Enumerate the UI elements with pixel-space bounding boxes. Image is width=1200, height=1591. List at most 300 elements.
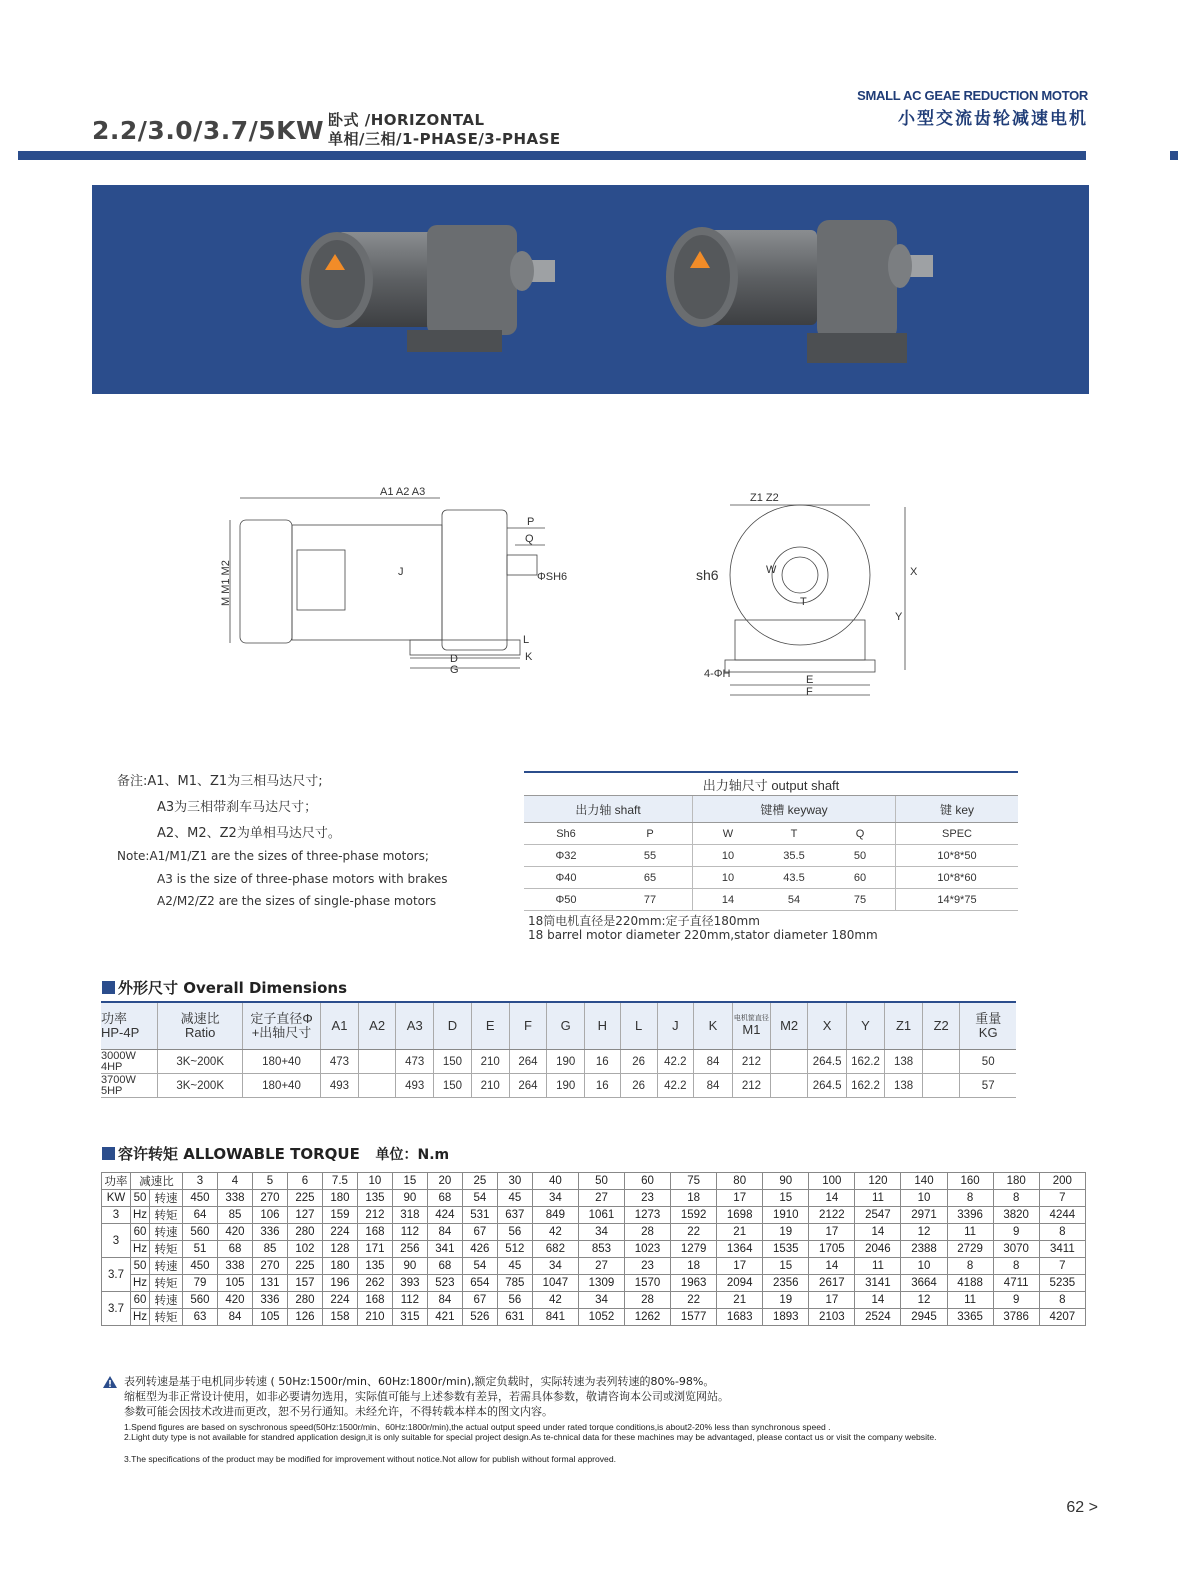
torque-value: 3365 bbox=[947, 1309, 993, 1326]
dimensions-cell-text: 26 bbox=[632, 1055, 646, 1068]
shaft-col: W bbox=[693, 823, 764, 845]
dimensions-header-text: D bbox=[447, 1018, 458, 1033]
torque-value: 14 bbox=[855, 1224, 901, 1241]
torque-value: 1364 bbox=[717, 1241, 763, 1258]
torque-ratio: 5 bbox=[252, 1173, 287, 1190]
section-square-icon bbox=[102, 1147, 115, 1160]
torque-value: 424 bbox=[427, 1207, 462, 1224]
torque-ratio: 75 bbox=[671, 1173, 717, 1190]
dimensions-cell bbox=[585, 1074, 620, 1098]
torque-value: 560 bbox=[183, 1292, 218, 1309]
torque-value: 51 bbox=[183, 1241, 218, 1258]
label-sh6: sh6 bbox=[696, 567, 719, 583]
shaft-cell: 14*9*75 bbox=[896, 889, 1019, 911]
torque-value: 68 bbox=[427, 1190, 462, 1207]
shaft-cell: 77 bbox=[608, 889, 693, 911]
dimensions-cell bbox=[547, 1074, 585, 1098]
torque-value: 4188 bbox=[947, 1275, 993, 1292]
torque-value: 512 bbox=[497, 1241, 532, 1258]
dimensions-cell bbox=[547, 1050, 585, 1074]
dimensions-header-text: A1 bbox=[331, 1018, 348, 1033]
torque-value: 27 bbox=[578, 1190, 624, 1207]
torque-value: 8 bbox=[1039, 1224, 1085, 1241]
dimensions-cell bbox=[509, 1074, 547, 1098]
dimensions-header-cell bbox=[509, 1002, 547, 1050]
torque-value: 105 bbox=[252, 1309, 287, 1326]
footer-cn-3: 参数可能会因技术改进而更改，恕不另行通知。未经允许，不得转载本样本的图文内容。 bbox=[124, 1405, 553, 1418]
torque-value: 15 bbox=[763, 1258, 809, 1275]
dimensions-cell bbox=[585, 1050, 620, 1074]
torque-value: 280 bbox=[287, 1224, 322, 1241]
torque-value: 112 bbox=[392, 1224, 427, 1241]
torque-ratio-header: 减速比 bbox=[131, 1173, 183, 1190]
dimensions-cell-text: 138 bbox=[893, 1079, 914, 1092]
torque-value: 280 bbox=[287, 1292, 322, 1309]
torque-value: 180 bbox=[322, 1190, 357, 1207]
dimensions-cell bbox=[693, 1074, 732, 1098]
torque-value: 450 bbox=[183, 1190, 218, 1207]
torque-value: 21 bbox=[717, 1292, 763, 1309]
torque-value: 1309 bbox=[578, 1275, 624, 1292]
torque-value: 3141 bbox=[855, 1275, 901, 1292]
label-a: A1 A2 A3 bbox=[380, 486, 426, 498]
dimensions-header-text: J bbox=[672, 1018, 679, 1033]
torque-value: 338 bbox=[217, 1190, 252, 1207]
dimensions-cell bbox=[770, 1074, 808, 1098]
torque-value: 85 bbox=[252, 1241, 287, 1258]
dimensions-cell-text: 138 bbox=[893, 1055, 914, 1068]
torque-value: 8 bbox=[993, 1190, 1039, 1207]
dimensions-header-cell bbox=[358, 1002, 396, 1050]
torque-value: 19 bbox=[763, 1292, 809, 1309]
torque-unit: 单位：N.m bbox=[375, 1147, 450, 1163]
torque-value: 28 bbox=[625, 1292, 671, 1309]
label-m: M M1 M2 bbox=[220, 560, 232, 606]
torque-value: 4244 bbox=[1039, 1207, 1085, 1224]
torque-value: 3664 bbox=[901, 1275, 947, 1292]
dimensions-cell-text: 150 bbox=[442, 1079, 463, 1092]
torque-value: 3411 bbox=[1039, 1241, 1085, 1258]
brand-english: SMALL AC GEAE REDUCTION MOTOR bbox=[857, 88, 1088, 103]
section-square-icon bbox=[102, 981, 115, 994]
dimensions-header-text: H bbox=[597, 1018, 607, 1033]
torque-value: 841 bbox=[532, 1309, 578, 1326]
torque-ratio: 6 bbox=[287, 1173, 322, 1190]
footer-en-3: 3.The specifications of the product may be modified for improvement without notice.Not allow for publish without formal approved. bbox=[124, 1454, 617, 1464]
shaft-group-key: 键 key bbox=[896, 796, 1019, 823]
motor-photo-1 bbox=[301, 225, 555, 352]
dimensions-cell-text: 16 bbox=[595, 1055, 609, 1068]
shaft-cell: 14 bbox=[693, 889, 764, 911]
torque-value: 1893 bbox=[763, 1309, 809, 1326]
torque-value: 212 bbox=[357, 1207, 392, 1224]
dimensions-header-cell bbox=[585, 1002, 620, 1050]
torque-header-row bbox=[102, 1173, 1086, 1190]
dimensions-cell-text: 212 bbox=[741, 1079, 762, 1092]
torque-value: 1910 bbox=[763, 1207, 809, 1224]
torque-value: 785 bbox=[497, 1275, 532, 1292]
torque-value: 105 bbox=[217, 1275, 252, 1292]
torque-value: 17 bbox=[717, 1258, 763, 1275]
dimensions-cell bbox=[158, 1074, 242, 1098]
torque-ratio: 7.5 bbox=[322, 1173, 357, 1190]
dimensions-cell-text: 264 bbox=[518, 1079, 538, 1092]
torque-value: 421 bbox=[427, 1309, 462, 1326]
torque-value: 8 bbox=[993, 1258, 1039, 1275]
torque-value: 2945 bbox=[901, 1309, 947, 1326]
torque-value: 523 bbox=[427, 1275, 462, 1292]
dimensions-header-cell bbox=[960, 1002, 1016, 1050]
dimensions-cell bbox=[733, 1050, 771, 1074]
shaft-cell: 10*8*50 bbox=[896, 845, 1019, 867]
dimensions-cell-text: 26 bbox=[632, 1079, 646, 1092]
torque-value: 2971 bbox=[901, 1207, 947, 1224]
dimensions-header-cell bbox=[471, 1002, 509, 1050]
torque-value: 9 bbox=[993, 1292, 1039, 1309]
dimensions-cell-text: 50 bbox=[981, 1055, 995, 1068]
dimensions-cell bbox=[960, 1050, 1016, 1074]
torque-value: 2388 bbox=[901, 1241, 947, 1258]
shaft-caption: 出力轴尺寸 output shaft bbox=[524, 772, 1018, 796]
torque-ratio: 160 bbox=[947, 1173, 993, 1190]
torque-value: 171 bbox=[357, 1241, 392, 1258]
torque-value: 19 bbox=[763, 1224, 809, 1241]
torque-value: 393 bbox=[392, 1275, 427, 1292]
torque-value: 853 bbox=[578, 1241, 624, 1258]
shaft-row bbox=[524, 889, 1018, 911]
torque-value: 12 bbox=[901, 1224, 947, 1241]
torque-ratio: 25 bbox=[462, 1173, 497, 1190]
torque-value: 426 bbox=[462, 1241, 497, 1258]
torque-value: 64 bbox=[183, 1207, 218, 1224]
shaft-cell: Φ40 bbox=[524, 867, 608, 889]
footer-en-1: 1.Spend figures are based on syschronous speed(50Hz:1500r/min、60Hz:1800r/min),the actual output speed under rated torque conditions,is about2-20% less than synchronous speed . bbox=[124, 1422, 831, 1432]
torque-hz-label: Hz bbox=[131, 1309, 150, 1326]
torque-hz: 50 bbox=[131, 1190, 150, 1207]
torque-value: 12 bbox=[901, 1292, 947, 1309]
note-en-2: A3 is the size of three-phase motors with brakes bbox=[157, 872, 448, 886]
torque-row bbox=[102, 1258, 1086, 1275]
shaft-cell: 55 bbox=[608, 845, 693, 867]
torque-value: 270 bbox=[252, 1258, 287, 1275]
dimensions-header-text: E bbox=[485, 1018, 495, 1033]
shaft-cell: 75 bbox=[825, 889, 896, 911]
torque-value: 90 bbox=[392, 1258, 427, 1275]
torque-value: 131 bbox=[252, 1275, 287, 1292]
torque-value: 1273 bbox=[625, 1207, 671, 1224]
dimensions-cell bbox=[808, 1074, 846, 1098]
dimensions-header-text: A2 bbox=[369, 1018, 386, 1033]
torque-value: 68 bbox=[217, 1241, 252, 1258]
dimensions-cell bbox=[885, 1074, 923, 1098]
torque-row bbox=[102, 1241, 1086, 1258]
torque-hz: 50 bbox=[131, 1258, 150, 1275]
dimensions-cell-text: 3K~200K bbox=[176, 1079, 224, 1092]
dimensions-cell-text: 84 bbox=[706, 1055, 720, 1068]
dimensions-header-cell bbox=[242, 1002, 320, 1050]
torque-value: 28 bbox=[625, 1224, 671, 1241]
torque-value: 128 bbox=[322, 1241, 357, 1258]
note-cn-2: A3为三相带刹车马达尺寸； bbox=[157, 800, 318, 815]
torque-value: 654 bbox=[462, 1275, 497, 1292]
dimensions-header-cell bbox=[101, 1002, 158, 1050]
torque-value: 224 bbox=[322, 1224, 357, 1241]
motor-photo-2 bbox=[666, 220, 933, 363]
dimensions-cell bbox=[509, 1050, 547, 1074]
torque-value: 196 bbox=[322, 1275, 357, 1292]
warning-icon bbox=[102, 1375, 118, 1389]
dimensions-header-cell bbox=[808, 1002, 846, 1050]
torque-value: 1023 bbox=[625, 1241, 671, 1258]
torque-value: 2046 bbox=[855, 1241, 901, 1258]
torque-row bbox=[102, 1224, 1086, 1241]
dimensions-header-text: +出轴尺寸 bbox=[251, 1025, 312, 1040]
torque-value: 84 bbox=[427, 1224, 462, 1241]
dimensions-cell bbox=[434, 1050, 472, 1074]
dimensions-cell-text: 4HP bbox=[101, 1060, 123, 1073]
torque-value: 637 bbox=[497, 1207, 532, 1224]
torque-value: 11 bbox=[855, 1258, 901, 1275]
dimensions-cell-text: 473 bbox=[329, 1055, 350, 1068]
dimensions-cell bbox=[808, 1050, 846, 1074]
dimensions-cell-text: 264 bbox=[518, 1055, 538, 1068]
label-j: J bbox=[398, 566, 404, 578]
dimensions-header-text: X bbox=[822, 1018, 832, 1033]
shaft-group-keyway: 键槽 keyway bbox=[693, 796, 896, 823]
torque-value: 1698 bbox=[717, 1207, 763, 1224]
torque-value: 336 bbox=[252, 1292, 287, 1309]
torque-value: 54 bbox=[462, 1258, 497, 1275]
torque-value: 23 bbox=[625, 1258, 671, 1275]
dimensions-header-cell bbox=[620, 1002, 657, 1050]
dimensions-header-text: Z1 bbox=[895, 1018, 912, 1033]
torque-value: 3820 bbox=[993, 1207, 1039, 1224]
dimensions-cell-text: 16 bbox=[595, 1079, 609, 1092]
torque-row bbox=[102, 1292, 1086, 1309]
torque-value: 106 bbox=[252, 1207, 287, 1224]
torque-value: 560 bbox=[183, 1224, 218, 1241]
footer-cn-2: 缩框型为非正常设计使用，如非必要请勿选用，实际值可能与上述参数有差异，若需具体参数，敬请咨询本公司或浏览网站。 bbox=[124, 1390, 729, 1403]
dimensions-cell-text: 42.2 bbox=[664, 1079, 687, 1092]
torque-value: 3786 bbox=[993, 1309, 1039, 1326]
dimensions-cell-text: 190 bbox=[556, 1079, 576, 1092]
torque-ratio: 15 bbox=[392, 1173, 427, 1190]
torque-value: 4207 bbox=[1039, 1309, 1085, 1326]
torque-value: 1535 bbox=[763, 1241, 809, 1258]
torque-value: 270 bbox=[252, 1190, 287, 1207]
torque-value: 180 bbox=[322, 1258, 357, 1275]
dimensions-table bbox=[101, 1001, 1016, 1098]
shaft-cell: 10 bbox=[693, 867, 764, 889]
dimensions-header-text: Z2 bbox=[933, 1018, 949, 1033]
dimensions-header-text: G bbox=[560, 1018, 571, 1033]
dimensions-cell-text: 162.2 bbox=[851, 1079, 880, 1092]
dimensions-header-text: K bbox=[708, 1018, 718, 1033]
label-g: G bbox=[450, 664, 459, 676]
torque-kw: 3.7 bbox=[102, 1292, 131, 1326]
torque-value: 45 bbox=[497, 1190, 532, 1207]
torque-value: 450 bbox=[183, 1258, 218, 1275]
torque-value: 90 bbox=[392, 1190, 427, 1207]
torque-kw-cell bbox=[102, 1190, 131, 1207]
dimensions-header-cell bbox=[846, 1002, 884, 1050]
torque-value: 1683 bbox=[717, 1309, 763, 1326]
dimensions-cell bbox=[657, 1050, 693, 1074]
torque-row-label: 转速 bbox=[150, 1190, 183, 1207]
dimensions-row bbox=[101, 1050, 1016, 1074]
torque-row-label: 转速 bbox=[150, 1258, 183, 1275]
dimensions-header-text: Ratio bbox=[184, 1025, 216, 1040]
torque-value: 11 bbox=[855, 1190, 901, 1207]
dimensions-header-cell bbox=[885, 1002, 923, 1050]
shaft-cell: 50 bbox=[825, 845, 896, 867]
dimensions-header-cell bbox=[733, 1002, 771, 1050]
torque-ratio: 100 bbox=[809, 1173, 855, 1190]
dimensions-cell bbox=[960, 1074, 1016, 1098]
dimensions-header-text: A3 bbox=[406, 1018, 423, 1033]
shaft-col: T bbox=[763, 823, 825, 845]
torque-value: 11 bbox=[947, 1292, 993, 1309]
torque-value: 2547 bbox=[855, 1207, 901, 1224]
torque-value: 8 bbox=[1039, 1292, 1085, 1309]
dimensions-cell bbox=[657, 1074, 693, 1098]
dimensions-cell bbox=[471, 1074, 509, 1098]
dimensions-cell-text: 5HP bbox=[101, 1084, 123, 1097]
m1-note: 电机筐直径 bbox=[733, 1015, 769, 1022]
side-view-drawing bbox=[690, 485, 930, 700]
shaft-cell: Φ32 bbox=[524, 845, 608, 867]
motor-photos bbox=[92, 185, 1089, 394]
label-hole: 4-ΦH bbox=[704, 668, 731, 680]
torque-row bbox=[102, 1190, 1086, 1207]
shaft-cell: 35.5 bbox=[763, 845, 825, 867]
torque-value: 338 bbox=[217, 1258, 252, 1275]
torque-ratio: 200 bbox=[1039, 1173, 1085, 1190]
torque-value: 22 bbox=[671, 1292, 717, 1309]
torque-value: 127 bbox=[287, 1207, 322, 1224]
torque-kw: 3 bbox=[102, 1207, 131, 1224]
torque-value: 68 bbox=[427, 1258, 462, 1275]
dimensions-header-cell bbox=[922, 1002, 959, 1050]
torque-value: 420 bbox=[217, 1292, 252, 1309]
torque-value: 224 bbox=[322, 1292, 357, 1309]
torque-value: 23 bbox=[625, 1190, 671, 1207]
dimensions-header-text: KG bbox=[978, 1025, 998, 1040]
dimensions-header-cell bbox=[657, 1002, 693, 1050]
dimensions-cell bbox=[733, 1074, 771, 1098]
torque-hz-label: Hz bbox=[131, 1241, 150, 1258]
torque-value: 9 bbox=[993, 1224, 1039, 1241]
shaft-cell: 43.5 bbox=[763, 867, 825, 889]
dimensions-header-text: 功率 bbox=[101, 1011, 128, 1026]
shaft-note-cn: 18筒电机直径是220mm:定子直径180mm bbox=[528, 914, 760, 928]
torque-value: 126 bbox=[287, 1309, 322, 1326]
torque-kw-header: KW bbox=[106, 1192, 126, 1204]
shaft-table bbox=[524, 771, 1018, 911]
label-x: X bbox=[910, 566, 918, 578]
dimensions-cell-text: 264.5 bbox=[812, 1079, 842, 1092]
shaft-cell: 10 bbox=[693, 845, 764, 867]
dimensions-cell-text: 57 bbox=[981, 1079, 995, 1092]
label-l: L bbox=[523, 634, 530, 646]
dimensions-cell-text: 162.2 bbox=[851, 1055, 880, 1068]
torque-value: 4711 bbox=[993, 1275, 1039, 1292]
torque-value: 34 bbox=[578, 1292, 624, 1309]
torque-ratio: 60 bbox=[625, 1173, 671, 1190]
torque-value: 1963 bbox=[671, 1275, 717, 1292]
torque-value: 256 bbox=[392, 1241, 427, 1258]
torque-row-label: 转矩 bbox=[150, 1309, 183, 1326]
dimensions-cell bbox=[101, 1050, 158, 1074]
torque-value: 22 bbox=[671, 1224, 717, 1241]
torque-value: 15 bbox=[763, 1190, 809, 1207]
dimensions-cell-text: 3700W bbox=[101, 1073, 136, 1086]
torque-value: 34 bbox=[578, 1224, 624, 1241]
dimensions-cell-text: 473 bbox=[405, 1055, 425, 1068]
torque-row-label: 转速 bbox=[150, 1292, 183, 1309]
dimensions-cell bbox=[396, 1074, 434, 1098]
torque-value: 17 bbox=[809, 1224, 855, 1241]
torque-table bbox=[101, 1172, 1086, 1326]
torque-ratio: 30 bbox=[497, 1173, 532, 1190]
shaft-row bbox=[524, 845, 1018, 867]
dimensions-cell bbox=[770, 1050, 808, 1074]
torque-ratio: 40 bbox=[532, 1173, 578, 1190]
torque-value: 79 bbox=[183, 1275, 218, 1292]
torque-value: 56 bbox=[497, 1292, 532, 1309]
torque-value: 3070 bbox=[993, 1241, 1039, 1258]
footer-cn-1: 表列转速是基于电机同步转速 ( 50Hz:1500r/min、60Hz:1800r/min),额定负载时，实际转速为表列转速的80%-98%。 bbox=[124, 1375, 715, 1388]
torque-value: 135 bbox=[357, 1258, 392, 1275]
dimensions-cell-text: 210 bbox=[480, 1055, 500, 1068]
dimensions-cell-text: 180+40 bbox=[262, 1079, 301, 1092]
dimensions-header-row bbox=[101, 1002, 1016, 1050]
label-f: F bbox=[806, 686, 813, 698]
dimensions-cell bbox=[922, 1074, 959, 1098]
torque-ratio: 120 bbox=[855, 1173, 901, 1190]
dimensions-cell bbox=[885, 1050, 923, 1074]
torque-kw: 3 bbox=[102, 1224, 131, 1258]
torque-value: 14 bbox=[855, 1292, 901, 1309]
torque-value: 67 bbox=[462, 1224, 497, 1241]
torque-value: 34 bbox=[532, 1190, 578, 1207]
dimensions-cell bbox=[358, 1074, 396, 1098]
torque-row-label: 转矩 bbox=[150, 1275, 183, 1292]
dimensions-cell bbox=[620, 1074, 657, 1098]
note-en-3: A2/M2/Z2 are the sizes of single-phase motors bbox=[157, 894, 437, 908]
torque-hz-label: Hz bbox=[131, 1207, 150, 1224]
footer-en-2: 2.Light duty type is not available for standred application design,it is only suitable for special project design.As te-chnical data for these machines may be advantaged, please contact us or visit the company website. bbox=[124, 1432, 937, 1442]
dimensions-cell-text: 180+40 bbox=[262, 1055, 301, 1068]
label-d: D bbox=[450, 653, 458, 665]
torque-ratio: 140 bbox=[901, 1173, 947, 1190]
dimensions-cell bbox=[101, 1074, 158, 1098]
dimensions-cell bbox=[321, 1050, 359, 1074]
dimensions-cell bbox=[471, 1050, 509, 1074]
dimensions-cell bbox=[358, 1050, 396, 1074]
torque-value: 7 bbox=[1039, 1258, 1085, 1275]
shaft-col: Q bbox=[825, 823, 896, 845]
torque-value: 1052 bbox=[578, 1309, 624, 1326]
torque-value: 10 bbox=[901, 1190, 947, 1207]
torque-value: 85 bbox=[217, 1207, 252, 1224]
dimensions-header-cell bbox=[158, 1002, 242, 1050]
torque-value: 1570 bbox=[625, 1275, 671, 1292]
shaft-cell: 65 bbox=[608, 867, 693, 889]
torque-row bbox=[102, 1309, 1086, 1326]
page-number: 62 > bbox=[1066, 1499, 1098, 1516]
dimensions-header-text: L bbox=[635, 1018, 643, 1033]
